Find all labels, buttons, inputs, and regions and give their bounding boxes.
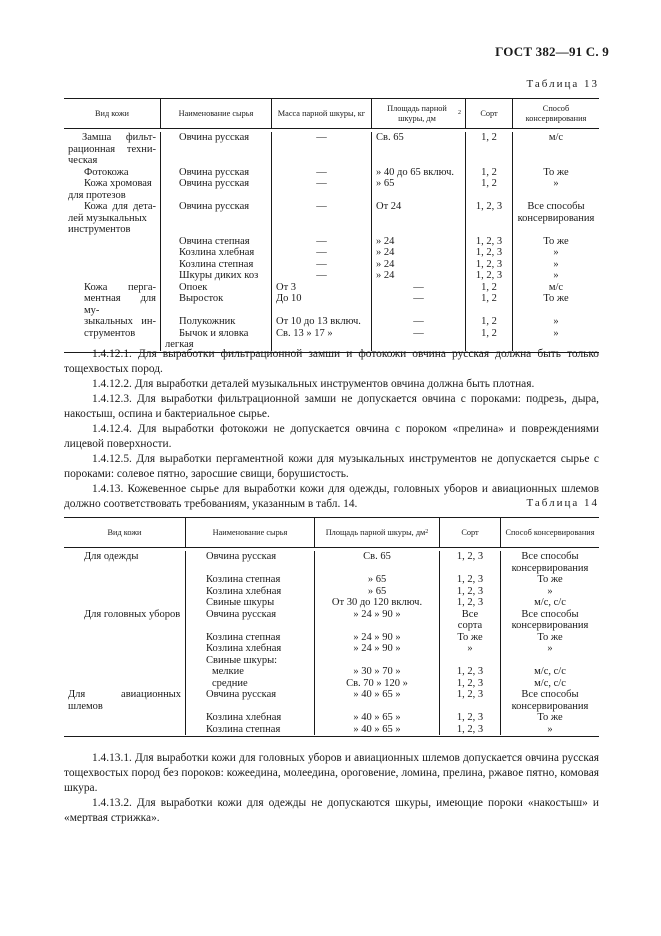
table-row xyxy=(64,597,599,609)
table-row xyxy=(64,282,599,294)
cell-mass: — xyxy=(271,270,371,282)
table13-header-row xyxy=(64,98,599,129)
grade-line: 1, 2, 3 xyxy=(456,689,484,700)
table14-col-header: Вид кожи xyxy=(107,527,142,537)
cell-kind xyxy=(64,270,160,282)
raw-line: Овчина русская xyxy=(206,689,277,700)
method-line: То же xyxy=(543,166,569,178)
method-line: » xyxy=(553,247,559,258)
raw-line: Полукожник xyxy=(179,316,236,327)
cell-kind xyxy=(64,609,185,632)
cell-grade: 1, 2 xyxy=(465,167,512,179)
cell-mass: — xyxy=(271,201,371,236)
table-row xyxy=(64,201,599,236)
raw-line: Козлина хлебная xyxy=(206,712,282,723)
table-row xyxy=(64,609,599,632)
cell-raw xyxy=(160,270,271,282)
raw-line: Козлина степная xyxy=(206,631,281,643)
cell-method xyxy=(500,597,599,609)
raw-line: Овчина русская xyxy=(206,608,277,620)
cell-method xyxy=(512,316,599,328)
cell-mass: — xyxy=(271,178,371,201)
cell-grade xyxy=(439,609,500,632)
cell-kind xyxy=(64,666,185,678)
table13-col-header: Сорт xyxy=(465,99,512,128)
table-row xyxy=(64,132,599,167)
cell-grade xyxy=(439,666,500,678)
table-row xyxy=(64,551,599,574)
cell-method xyxy=(500,655,599,667)
cell-method xyxy=(500,609,599,632)
cell-grade: 1, 2, 3 xyxy=(465,270,512,282)
cell-method xyxy=(500,643,599,655)
grade-line: 1, 2, 3 xyxy=(456,666,484,677)
cell-kind xyxy=(64,259,160,271)
raw-line: Козлина степная xyxy=(179,258,254,270)
cell-raw xyxy=(185,643,314,655)
raw-line: Козлина хлебная xyxy=(179,247,255,258)
grade-line: 1, 2, 3 xyxy=(456,574,484,585)
paragraph: 1.4.12.4. Для выработки фотокожи не допускается овчина с пороком «прелина» и повреждениями лицевой поверхности. xyxy=(64,423,599,450)
method-line: » xyxy=(547,723,553,735)
table13-col-header: Способ консервирования xyxy=(512,99,599,128)
method-line: консервирования xyxy=(511,700,589,712)
table-row xyxy=(64,712,599,724)
cell-kind xyxy=(64,247,160,259)
cell-method xyxy=(500,632,599,644)
cell-method xyxy=(500,678,599,690)
table14-header-row xyxy=(64,517,599,548)
cell-area: » 24 xyxy=(371,247,465,259)
kind-line: Для авиационных xyxy=(68,689,181,700)
raw-line: мелкие xyxy=(212,666,244,677)
cell-area: — xyxy=(371,293,465,316)
method-line: » xyxy=(553,270,559,281)
raw-line: Свиные шкуры xyxy=(206,597,275,608)
cell-area: » 24 » 90 » xyxy=(314,609,439,632)
cell-kind xyxy=(64,632,185,644)
raw-line: Выросток xyxy=(179,293,224,304)
table-row xyxy=(64,259,599,271)
cell-method xyxy=(512,236,599,248)
paragraph: 1.4.12.5. Для выработки пергаментной кожи для музыкальных инструментов не допускается сырье с пороками: солевое пятно, заросшие свищи, борушистость. xyxy=(64,453,599,480)
raw-line: Овчина русская xyxy=(179,166,250,178)
table14-body xyxy=(64,548,599,737)
cell-kind xyxy=(64,282,160,294)
cell-area: От 24 xyxy=(371,201,465,236)
kind-line: Для головных уборов xyxy=(84,608,181,620)
paragraph: 1.4.13.1. Для выработки кожи для головных уборов и авиационных шлемов допускается овчина русская тощехвостых пород без пороков: кожеедина, молеедина, ороговение, ломина, прелина, ржавое пятно, комовая шкура. xyxy=(64,752,599,794)
cell-area: » 40 до 65 включ. xyxy=(371,167,465,179)
cell-kind xyxy=(64,689,185,712)
paragraph: 1.4.12.2. Для выработки деталей музыкальных инструментов овчина должна быть плотная. xyxy=(92,378,535,390)
grade-line: 1, 2, 3 xyxy=(456,597,484,608)
method-line: консервирования xyxy=(511,562,589,574)
cell-method xyxy=(500,712,599,724)
cell-raw xyxy=(185,666,314,678)
cell-kind xyxy=(64,551,185,574)
cell-raw xyxy=(185,712,314,724)
table14-col-header: Сорт xyxy=(439,518,500,547)
method-line: Все способы xyxy=(521,689,579,700)
cell-raw xyxy=(160,201,271,236)
raw-line: Козлина степная xyxy=(206,574,281,585)
raw-line: Бычок и яловка xyxy=(179,327,249,339)
table14-caption: Таблица 14 xyxy=(526,497,599,509)
cell-kind xyxy=(64,293,160,316)
cell-area: » 24 » 90 » xyxy=(314,632,439,644)
grade-line: Все xyxy=(461,608,479,620)
cell-raw xyxy=(185,609,314,632)
cell-mass: — xyxy=(271,259,371,271)
paragraph: 1.4.13. Кожевенное сырье для выработки кожи для одежды, головных уборов и авиационных шлемов должно соответствовать требованиям, указанным в табл. 14. xyxy=(64,483,599,510)
table13-col-header: Наименование сырья xyxy=(160,99,271,128)
cell-grade xyxy=(439,551,500,574)
raw-line: средние xyxy=(212,677,248,689)
method-line: Все способы xyxy=(521,608,579,620)
cell-raw xyxy=(185,655,314,667)
cell-raw xyxy=(185,574,314,586)
table-row xyxy=(64,293,599,316)
cell-raw xyxy=(185,724,314,736)
table-13 xyxy=(64,98,599,353)
raw-line: Опоек xyxy=(179,281,208,293)
kind-line: ментная для му- xyxy=(84,293,156,316)
cell-area: От 30 до 120 включ. xyxy=(314,597,439,609)
kind-line: рационная техни- xyxy=(68,143,156,155)
method-line: консервирования xyxy=(517,212,595,224)
cell-mass: — xyxy=(271,167,371,179)
paragraph: 1.4.12.3. Для выработки фильтрационной замши не допускается овчина с пороками: подрезь, дыра, накостыш, оспина и бактериальное сырье. xyxy=(64,393,599,420)
kind-line: Кожа хромовая xyxy=(84,178,152,189)
table-row xyxy=(64,643,599,655)
grade-line: » xyxy=(467,643,473,654)
method-line: То же xyxy=(537,631,563,643)
method-line: » xyxy=(547,585,553,597)
table-row xyxy=(64,316,599,328)
table-row xyxy=(64,724,599,736)
cell-raw xyxy=(160,282,271,294)
kind-line: ческая xyxy=(68,155,98,166)
grade-line: 1, 2, 3 xyxy=(456,585,484,597)
cell-kind xyxy=(64,201,160,236)
cell-raw xyxy=(160,132,271,167)
table-row xyxy=(64,689,599,712)
paragraph: 1.4.12.1. Для выработки фильтрационной замши и фотокожи овчина русская должна быть только тощехвостых пород. xyxy=(64,348,599,375)
cell-area: » 65 xyxy=(314,586,439,598)
cell-method xyxy=(512,201,599,236)
method-line: То же xyxy=(543,235,569,247)
table-row xyxy=(64,678,599,690)
cell-mass: — xyxy=(271,236,371,248)
raw-line: Шкуры диких коз xyxy=(179,270,259,281)
cell-grade: 1, 2 xyxy=(465,293,512,316)
method-line: Все способы xyxy=(521,551,579,562)
kind-line: инструментов xyxy=(68,224,131,235)
cell-method xyxy=(512,270,599,282)
page-header: ГОСТ 382—91 С. 9 xyxy=(495,44,609,59)
cell-area: Св. 70 » 120 » xyxy=(314,678,439,690)
cell-method xyxy=(512,293,599,316)
cell-kind xyxy=(64,724,185,736)
grade-line: 1, 2, 3 xyxy=(456,712,484,723)
cell-area: » 65 xyxy=(314,574,439,586)
raw-line: Свиные шкуры: xyxy=(206,654,278,666)
cell-area: — xyxy=(371,328,465,351)
raw-line: Овчина русская xyxy=(179,201,250,212)
grade-line: 1, 2, 3 xyxy=(456,677,484,689)
cell-raw xyxy=(160,236,271,248)
cell-grade: 1, 2, 3 xyxy=(465,247,512,259)
cell-grade xyxy=(439,655,500,667)
cell-grade: 1, 2, 3 xyxy=(465,259,512,271)
raw-line: Козлина степная xyxy=(206,723,281,735)
cell-raw xyxy=(185,586,314,598)
cell-raw xyxy=(160,316,271,328)
cell-method xyxy=(500,666,599,678)
cell-kind xyxy=(64,236,160,248)
table-row xyxy=(64,655,599,667)
paragraphs-block-2 xyxy=(64,751,599,826)
method-line: консервирования xyxy=(511,620,589,631)
cell-mass: До 10 xyxy=(271,293,371,316)
raw-line: Овчина русская xyxy=(179,178,250,189)
grade-line: 1, 2, 3 xyxy=(456,723,484,735)
cell-raw xyxy=(160,178,271,201)
table13-caption: Таблица 13 xyxy=(526,78,599,90)
cell-kind xyxy=(64,178,160,201)
cell-kind xyxy=(64,586,185,598)
cell-area: Св. 65 xyxy=(371,132,465,167)
cell-grade: 1, 2 xyxy=(465,132,512,167)
cell-kind xyxy=(64,678,185,690)
table13-col-header: Площадь парной шкуры, дм 2 xyxy=(371,99,465,128)
kind-line: шлемов xyxy=(68,700,103,712)
table-row xyxy=(64,574,599,586)
cell-kind xyxy=(64,643,185,655)
cell-raw xyxy=(160,259,271,271)
method-line: » xyxy=(547,643,553,654)
cell-grade xyxy=(439,712,500,724)
cell-grade xyxy=(439,574,500,586)
cell-method xyxy=(512,178,599,201)
cell-area: — xyxy=(371,316,465,328)
method-line: То же xyxy=(537,712,563,723)
raw-line: Овчина русская xyxy=(206,551,277,562)
cell-grade xyxy=(439,586,500,598)
cell-method xyxy=(500,689,599,712)
cell-grade: 1, 2 xyxy=(465,316,512,328)
cell-grade xyxy=(439,689,500,712)
kind-line: Для одежды xyxy=(84,551,139,562)
method-line: м/с, с/с xyxy=(534,666,566,677)
method-line: » xyxy=(553,258,559,270)
method-line: м/с, с/с xyxy=(534,597,566,608)
kind-line: зыкальных ин- xyxy=(84,316,156,327)
cell-area: » 24 xyxy=(371,270,465,282)
cell-kind xyxy=(64,574,185,586)
cell-method xyxy=(500,586,599,598)
cell-area: » 65 xyxy=(371,178,465,201)
cell-method xyxy=(512,259,599,271)
method-line: » xyxy=(553,178,559,189)
method-line: м/с, с/с xyxy=(534,677,566,689)
cell-kind xyxy=(64,167,160,179)
cell-method xyxy=(512,282,599,294)
cell-area: » 40 » 65 » xyxy=(314,689,439,712)
method-line: То же xyxy=(537,574,563,585)
cell-area: » 24 xyxy=(371,236,465,248)
cell-method xyxy=(500,551,599,574)
cell-mass: От 10 до 13 включ. xyxy=(271,316,371,328)
method-line: То же xyxy=(543,293,569,304)
table-row xyxy=(64,167,599,179)
cell-grade xyxy=(439,724,500,736)
cell-grade: 1, 2 xyxy=(465,178,512,201)
cell-kind xyxy=(64,655,185,667)
method-line: м/с xyxy=(548,281,564,293)
kind-line: струментов xyxy=(84,327,136,339)
cell-area: Св. 65 xyxy=(314,551,439,574)
method-line: Все способы xyxy=(527,201,585,212)
cell-method xyxy=(500,724,599,736)
cell-raw xyxy=(185,597,314,609)
cell-method xyxy=(500,574,599,586)
cell-mass: — xyxy=(271,132,371,167)
cell-area: » 40 » 65 » xyxy=(314,712,439,724)
cell-grade: 1, 2 xyxy=(465,328,512,351)
kind-line: Кожа для дета- xyxy=(84,201,156,212)
cell-area: » 24 xyxy=(371,259,465,271)
table-row xyxy=(64,236,599,248)
table14-col-header: Наименование сырья xyxy=(185,518,314,547)
kind-line: Фотокожа xyxy=(84,166,129,178)
cell-grade xyxy=(439,597,500,609)
table14-col-header: Площадь парной шкуры, дм 2 xyxy=(314,518,439,547)
cell-mass: Св. 13 » 17 » xyxy=(271,328,371,351)
cell-kind xyxy=(64,316,160,328)
raw-line: Козлина хлебная xyxy=(206,585,282,597)
table-row xyxy=(64,270,599,282)
kind-line: Замша фильт- xyxy=(82,132,156,143)
grade-line: 1, 2, 3 xyxy=(456,551,484,562)
paragraphs-block-1 xyxy=(64,347,599,512)
grade-line: То же xyxy=(457,631,483,643)
superscript: 2 xyxy=(425,528,429,535)
raw-line: Козлина хлебная xyxy=(206,643,282,654)
table-14 xyxy=(64,517,599,737)
kind-line: Кожа перга- xyxy=(84,281,156,293)
superscript: 2 xyxy=(458,109,461,116)
method-line: » xyxy=(553,316,559,327)
table13-body xyxy=(64,129,599,353)
raw-line: легкая xyxy=(165,339,194,350)
cell-raw xyxy=(160,293,271,316)
cell-raw xyxy=(160,167,271,179)
cell-grade: 1, 2 xyxy=(465,282,512,294)
cell-grade xyxy=(439,678,500,690)
paragraph: 1.4.13.2. Для выработки кожи для одежды не допускаются шкуры, имеющие пороки «накостыш» и «мертвая стрижка». xyxy=(64,797,599,824)
cell-method xyxy=(512,132,599,167)
table-row xyxy=(64,247,599,259)
table-row xyxy=(64,666,599,678)
cell-kind xyxy=(64,712,185,724)
cell-raw xyxy=(160,247,271,259)
raw-line: Овчина русская xyxy=(179,132,250,143)
cell-raw xyxy=(185,551,314,574)
table-row xyxy=(64,586,599,598)
cell-method xyxy=(512,167,599,179)
cell-grade xyxy=(439,632,500,644)
cell-area xyxy=(314,655,439,667)
kind-line: для протезов xyxy=(68,189,126,201)
table13-col-header: Вид кожи xyxy=(95,108,129,118)
table14-col-header: Способ консервирования xyxy=(500,518,599,547)
cell-mass: От 3 xyxy=(271,282,371,294)
cell-kind xyxy=(64,597,185,609)
cell-grade: 1, 2, 3 xyxy=(465,201,512,236)
table13-col-header: Масса парной шкуры, кг xyxy=(271,99,371,128)
cell-area: » 24 » 90 » xyxy=(314,643,439,655)
method-line: м/с xyxy=(548,132,564,143)
cell-mass: — xyxy=(271,247,371,259)
cell-area: » 30 » 70 » xyxy=(314,666,439,678)
table-row xyxy=(64,178,599,201)
cell-method xyxy=(512,247,599,259)
table-row xyxy=(64,632,599,644)
cell-raw xyxy=(185,678,314,690)
cell-raw xyxy=(185,632,314,644)
cell-area: — xyxy=(371,282,465,294)
method-line: » xyxy=(553,327,559,339)
cell-grade: 1, 2, 3 xyxy=(465,236,512,248)
kind-line: лей музыкальных xyxy=(68,212,147,224)
cell-kind xyxy=(64,132,160,167)
cell-area: » 40 » 65 » xyxy=(314,724,439,736)
grade-line: сорта xyxy=(457,620,483,631)
raw-line: Овчина степная xyxy=(179,235,250,247)
cell-grade xyxy=(439,643,500,655)
cell-raw xyxy=(185,689,314,712)
